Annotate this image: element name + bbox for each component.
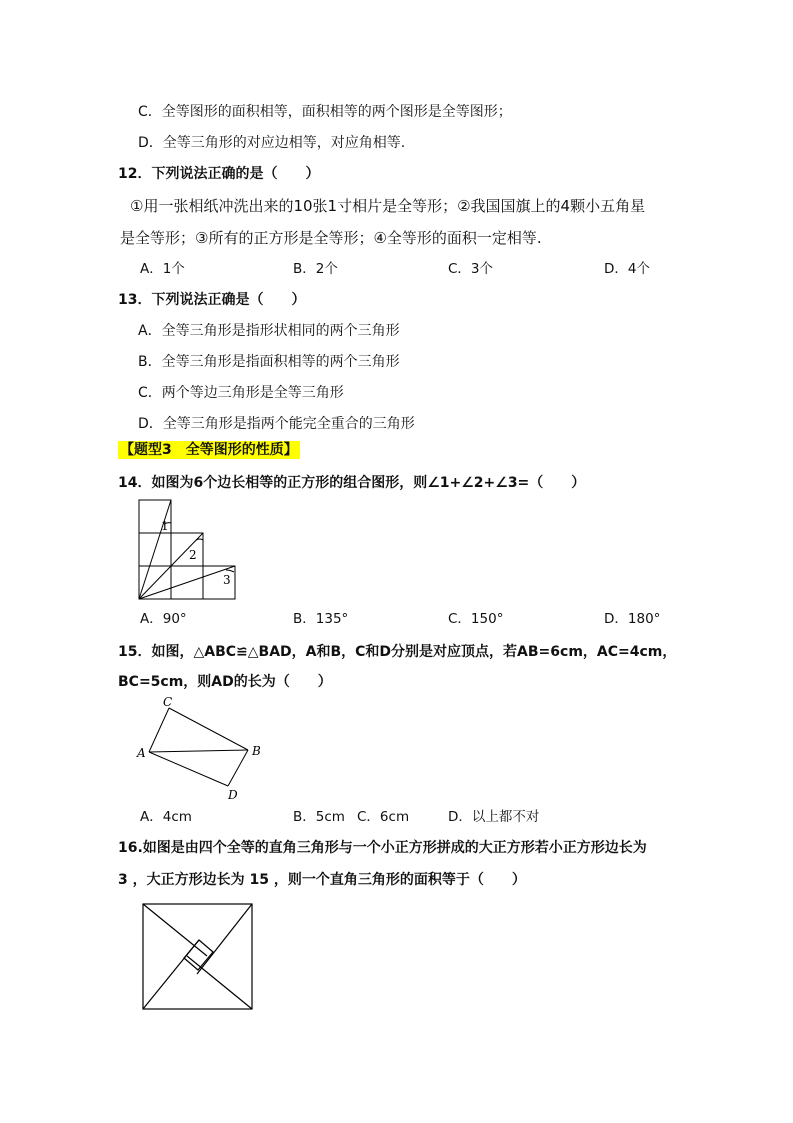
q12-option-c: C．3个 (448, 261, 494, 277)
q14-stem: 14．如图为6个边长相等的正方形的组合图形，则∠1+∠2+∠3=（ ） (118, 475, 586, 491)
segment-bd (228, 750, 248, 786)
q15-stem-line2: BC=5cm，则AD的长为（ ） (118, 674, 332, 690)
q14-figure-squares (139, 500, 239, 600)
vertex-label-d: D (228, 788, 238, 802)
angle-arc-2 (196, 539, 203, 540)
diagonal-1 (139, 500, 171, 599)
prev-option-d: D．全等三角形的对应边相等，对应角相等. (138, 135, 406, 151)
prev-option-c: C．全等图形的面积相等，面积相等的两个图形是全等图形； (138, 104, 512, 120)
q14-option-c: C．150° (448, 611, 504, 627)
section-heading-text: 【题型3 全等图形的性质】 (120, 442, 298, 458)
vertex-label-a: A (137, 746, 146, 760)
angle-label-2: 2 (189, 548, 197, 562)
q12-option-d: D．4个 (604, 261, 650, 277)
q14-option-a: A．90° (140, 611, 187, 627)
q16-stem-line2: 3 ，大正方形边长为 15 ，则一个直角三角形的面积等于（ ） (118, 872, 526, 888)
q13-option-b: B．全等三角形是指面积相等的两个三角形 (138, 354, 400, 370)
q15-option-c: C．6cm (357, 809, 410, 825)
q12-stem: 12．下列说法正确的是（ ） (118, 166, 320, 182)
q15-option-b: B．5cm (293, 809, 345, 825)
vertex-label-b: B (252, 744, 261, 758)
q12-option-a: A．1个 (140, 261, 185, 277)
q14-option-d: D．180° (604, 611, 661, 627)
segment-ad (149, 752, 228, 786)
angle-label-3: 3 (223, 573, 231, 587)
q15-stem-line1: 15．如图，△ABC≌△BAD，A和B，C和D分别是对应顶点，若AB=6cm，AC=4cm， (118, 644, 677, 660)
q16-figure-square (142, 903, 254, 1013)
q14-option-b: B．135° (293, 611, 349, 627)
section-heading (118, 441, 300, 459)
q13-option-c: C．两个等边三角形是全等三角形 (138, 385, 344, 401)
diagonal-3 (139, 566, 235, 599)
q15-option-a: A．4cm (140, 809, 192, 825)
segment-ac (149, 708, 169, 752)
q16-stem-line1: 16.如图是由四个全等的直角三角形与一个小正方形拼成的大正方形若小正方形边长为 (118, 840, 647, 856)
angle-label-1: 1 (161, 519, 169, 533)
segment-ab (149, 750, 248, 752)
q13-option-d: D．全等三角形是指两个能完全重合的三角形 (138, 416, 415, 432)
q15-figure-triangles (135, 695, 270, 805)
segment-cb (169, 708, 248, 750)
q12-body-line2: 是全等形；③所有的正方形是全等形；④全等形的面积一定相等. (120, 229, 542, 247)
triangle-edge-2 (197, 904, 252, 974)
angle-arc-3 (226, 570, 234, 572)
big-square (143, 904, 252, 1009)
q15-option-d: D．以上都不对 (448, 809, 540, 825)
q13-stem: 13．下列说法正确是（ ） (118, 292, 306, 308)
q12-option-b: B．2个 (293, 261, 338, 277)
triangle-edge-3 (187, 956, 252, 1009)
vertex-label-c: C (163, 695, 173, 709)
q12-body-line1: ①用一张相纸冲洗出来的10张1寸相片是全等形；②我国国旗上的4颗小五角星 (130, 197, 646, 215)
triangle-edge-1 (143, 904, 207, 956)
q13-option-a: A．全等三角形是指形状相同的两个三角形 (138, 323, 400, 339)
